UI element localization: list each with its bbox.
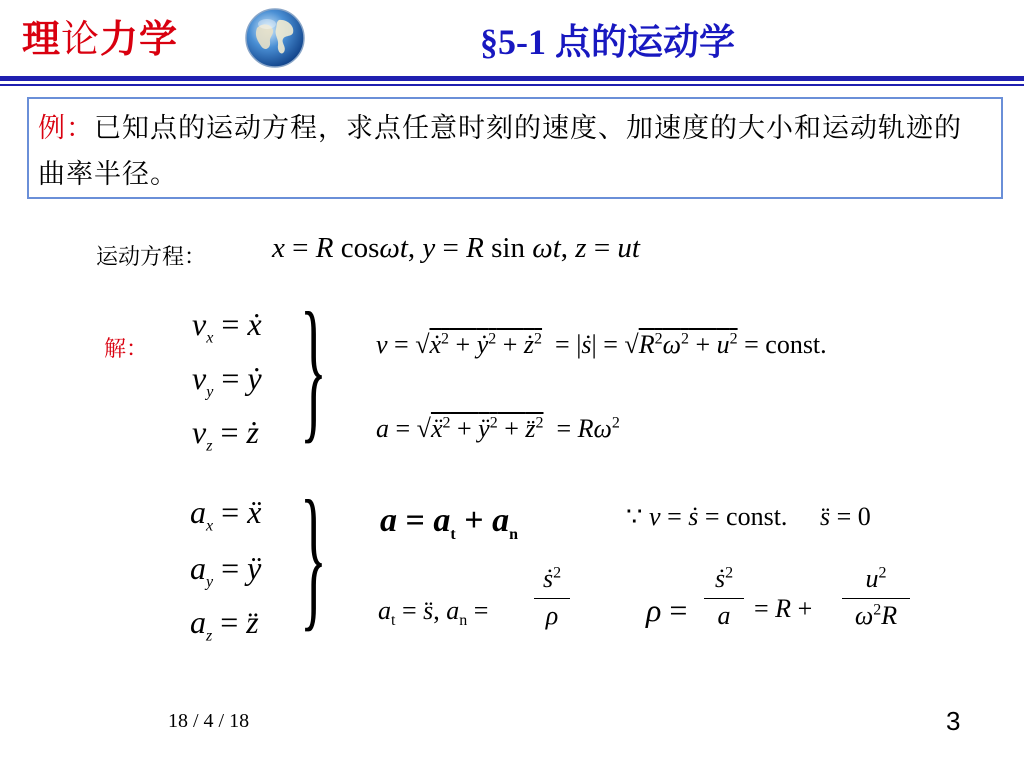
solution-label: 解： [104,337,149,362]
course-title: 理论力学 [22,17,179,61]
example-label: 例： [38,113,94,144]
rho-fraction-1: ṡ$^2$ a [704,564,744,631]
acceleration-x: $a_x$ = ẍ [190,494,262,535]
acceleration-z: $a_z$ = z̈ [190,604,259,645]
equation-of-motion-label: 运动方程： [96,245,207,270]
speed-formula: v = √ẋ$^2$ + ẏ$^2$ + $ż^2$ = |ṡ| = $√R^2\omega^2 + u^2$ = const. [376,330,827,359]
rho-equals-R: = R + [754,594,813,623]
globe-icon [243,6,307,70]
acceleration-brace: } [300,467,327,645]
section-title: §5-1 点的运动学 [480,22,735,62]
acceleration-y: $a_y$ = ÿ [190,550,262,591]
velocity-z: $v_z$ = ż [192,414,259,455]
slide-date: 18 / 4 / 18 [168,710,250,732]
example-problem [38,106,988,198]
velocity-y: $v_y$ = ẏ [192,360,262,401]
velocity-x: $v_x$ = ẋ [192,306,262,347]
header-divider-thin [0,84,1024,86]
acceleration-magnitude: a = √ẍ$^2$ + $ÿ^2$ + z̈$^2$ = $R\omega^2$ [376,414,620,443]
constant-speed-note: ∵ v = ṡ = const. s̈ = 0 [626,502,871,531]
example-statement: 已知点的运动方程，求点任意时刻的速度、加速度的大小和运动轨迹的曲率半径。 [38,113,962,190]
an-fraction: ṡ$^2$ ρ [534,564,570,631]
header-divider [0,76,1024,81]
velocity-brace: } [300,279,327,457]
rho-symbol: ρ = [646,592,688,628]
equation-of-motion: x = R cosωt, y = R sin ωt, z = ut [272,232,640,264]
rho-fraction-2: $u^2$ $\omega^2R$ [842,564,910,631]
tangential-normal-formula: $a_t$ = s̈, $a_n$ = [378,596,489,630]
slide-number: 3 [946,706,961,736]
acceleration-decomposition: $a = a_t + a_n$ [380,502,518,543]
